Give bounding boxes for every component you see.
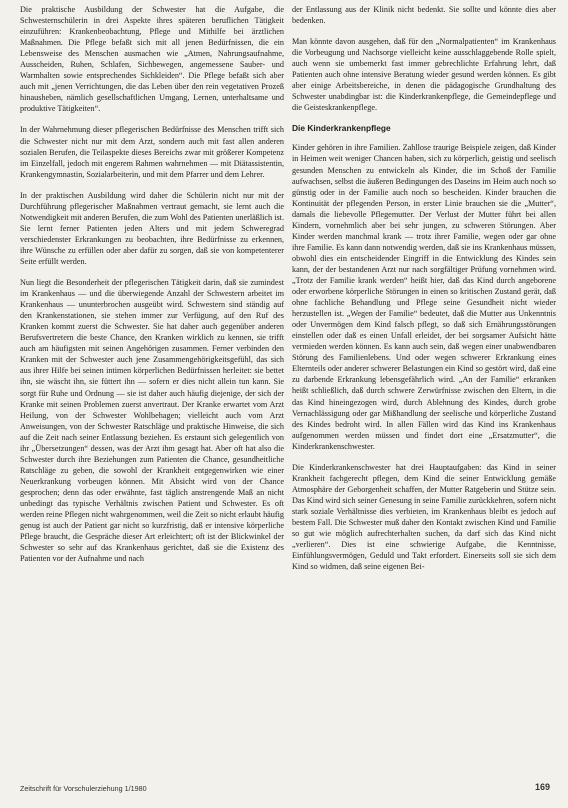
left-text-column [20,4,284,774]
page-footer [20,782,550,796]
paragraph-left-1: Die praktische Ausbildung der Schwester hat die Aufgabe, die Schwesternschülerin in drei Aspekte ihres späteren beruflichen Tätigkeit einzuführen: Krankenbeobachtung, Pflege und Mithilfe bei ärztlichen Maßnahmen. Die Pflege befaßt sich mit all jenen Bedürfnissen, die ein Lebensweise des Menschen ausmachen wie „Atmen, Nahrungsaufnahme, Ausscheiden, Ruhen, Schlafen, Sichbewegen, angemessene Sauber- und Warmhalten sowie entsprechendes Sichkleiden“. Die Pflege befaßt sich aber auch mit „jenen Verrichtungen, die das Leben über den rein vegetativen Prozeß hinausheben, nämlich gesellschaftlichen Umgang, Lernen, unterhaltsame und produktive Tätigkeiten“. [20,5,284,114]
paragraph-left-4: Nun liegt die Besonderheit der pflegerischen Tätigkeit darin, daß sie zumindest im Krankenhaus — und die überwiegende Anzahl der Schwestern arbeitet im Krankenhaus — ununterbrochen ausgeübt wird. Schwestern sind ständig auf den Krankenstationen, sie stehen immer zur Verfügung, auf den Ruf des Kranken kommt zuerst die Schwester. Sie hat daher auch gegenüber anderen Berufsvertretern die beste Chance, den Kranken wirklich zu kennen, sie trifft auch am häufigsten mit seinen Angehörigen zusammen. Ferner verbinden den Kranken mit der Schwester auch jene Zusammengehörigkeitsgefühl, das sich aus ihrer Hilfe bei seinen intimen körperlichen Bedürfnissen herleitet: sie bettet ihn, sie wäscht ihn, sie füttert ihn — sofern er dies nicht allein tun kann. Sie sorgt für Ruhe und Ordnung — sie ist daher auch häufig diejenige, der sich der Kranke mit seinen Problemen zuerst anvertraut. Der Kranke erwartet vom Arzt Heilung, von der Schwester Wohlbehagen; vielleicht auch vom Arzt Anweisungen, von der Schwester Ratschläge und praktische Hinweise, die sich auf die Zeit nach seiner Entlassung beziehen. Es erstaunt sich gelegentlich von ihr „Übersetzungen“ dessen, was der Arzt ihm gesagt hat. Aber oft hat also die Schwester durch ihre Beziehungen zum Patienten die Chance, gesundheitliche Ratschläge zu geben, die sowohl der Krankheit entgegenwirken wie einer Neuerkrankung vorbeugen können. Mit Absicht wird von der Chance gesprochen; denn das oder erwähnte, fast täglich anstrengende Maß an nicht unbedingt das typische Verhältnis zwischen Patient und Schwester. Es oft werden reine Pflegen nicht wahrgenommen, weil die Zeit so nicht erlaubt häufig genug ist auch der Patient gar nicht so kurzfristig, daß er intensive körperliche Pflege braucht, die Gespräche dieser Art erleichtert; oft ist der Blickwinkel der Schwester so sehr auf das Krankenhaus gerichtet, daß sie die Existenz des Patienten vor der Aufnahme und nach [20,278,284,564]
journal-source: Zeitschrift für Vorschulerziehung 1/1980 [20,784,147,793]
page-number: 169 [534,782,550,792]
paragraph-left-2: In der Wahrnehmung dieser pflegerischen Bedürfnisse des Menschen trifft sich die Schwester nicht nur mit dem Arzt, sondern auch mit fast allen anderen sozialen Berufen, die Teilaspekte dieses Bereichs zwar mit größerer Kompetenz im Einzelfall, jedoch mit engerem Rahmen wahrnehmen — mit Diätassistentin, Krankengymnastin, Sozialarbeiterin, und mit dem Pfarrer und dem Lehrer. [20,125,284,179]
right-text-column [292,4,556,774]
paragraph-right-2: Die Kinderkrankenschwester hat drei Hauptaufgaben: das Kind in seiner Krankheit fachgerecht pflegen, dem Kind die seiner Entwicklung gemäße Atmosphäre der Geborgenheit schaffen, der Mutter Ratgeberin und Stütze sein. Das Kind wird sich seiner Genesung in seine Familie zurückkehren, sofern nicht stark soziale Verhältnisse dies verbieten, im Krankenhaus bleibt es jedoch auf bestem Fall. Die Schwester muß daher den Kontakt zwischen Kind und Familie so gut wie möglich aufrechterhalten suchen, da darf sich das Kind nicht „verlieren“. Dies ist eine schwierige Aufgabe, die Kenntnisse, Einfühlungsvermögen, Geduld und Takt erfordert. Einerseits soll sie sich dem Kind so widmen, daß seine eigenen Bei- [292,462,556,572]
paragraph-right-intro-2: Man könnte davon ausgehen, daß für den „Normalpatienten“ im Krankenhaus die Vorbeugung und Nachsorge vielleicht keine ausschlaggebende Rolle spielt, auch wenn sie umbemerkt fast immer gebrechlichte Erfahrung lehrt, daß Patienten auch ohne intensive Beratung wieder gesund werden können. Es gibt aber einige Arbeitsbereiche, in denen die pädagogische Grundhaltung des Schwester unabdingbar ist: die Kinderkrankenpflege, die Gemeindepflege und die Geisteskrankenpflege. [292,37,556,113]
paragraph-left-3: In der praktischen Ausbildung wird daher die Schülerin nicht nur mit der Durchführung pflegerischer Maßnahmen vertraut gemacht, sie lernt auch die Notwendigkeit mit anderen Berufen, die zum Wohl des Patienten unerläßlich ist. Sie lernt ferner Patienten jeden Alters und mit jedem Schweregrad verschiedenster Erkrankungen zu beobachten, ihre Bedürfnisse zu erkennen, ihre Wünsche zu erfüllen oder aber dafür zu sorgen, daß sie von kompetenterer Seite erfüllt werden. [20,190,284,266]
section-heading: Die Kinderkrankenpflege [292,123,391,134]
paragraph-right-intro-1: der Entlassung aus der Klinik nicht bedenkt. Sie sollte und könnte dies aber bedenken. [292,5,556,26]
paragraph-right-1: Kinder gehören in ihre Familien. Zahllose traurige Beispiele zeigen, daß Kinder in Heimen weit weniger Chancen haben, sich zu körperlich, geistig und seelisch gesunden Menschen zu entwickeln als Kinder, die im Schoß der Familie aufwachsen, selbst die äußeren Bedingungen des Daseins im Heim auch noch so günstig oder in der Familie auch noch so bescheiden. Kinder brauchen die Kontinuität der pflegenden Person, in erster Linie brauchen sie die „Mutter“, damals die liebevolle Pflegemutter. Der Verlust der Mutter führt bei allen Kindern, vornehmlich aber bei sehr jungen, zu schweren Störungen. Aber Kinder werden manchmal krank — trotz ihrer Familie, wegen oder gar ohne ihre Familie. Es kann dann notwendig werden, daß sie ins Krankenhaus müssen, obwohl dies ein entscheidender Eingriff in die Entwicklung des Kindes sein kann, der der bestandenen Arzt nur nach sorgfältiger Prüfung vornehmen wird. „Trotz der Familie krank werden“ heißt hier, daß das Kind durch angeborene oder erworbene körperliche Störungen in einen so kritischen Zustand gerät, daß ohne fachliche Behandlung und Pflege seine Gesundheit nicht wieder herzustellen ist. „Wegen der Familie“ bedeutet, daß die Mutter aus Unkenntnis oder Unvermögen dem Kind falsch pflegt, so daß sich Ernährungsstörungen einstellen oder daß es einen Unfall erleidet, der bei sorgsamer Aufsicht hätte vermieden werden können. Es kann auch sein, daß wegen einer unabwendbaren Störung des Familienlebens. Und oder wegen schwerer Erkrankung eines Elternteils oder anderer schwerer Belastungen ein Kind so gestört wird, daß eine zu darbende Erkrankung lebensgefährlich wird. „An der Familie“ erkranken heißt schließlich, daß durch schwere Zerwürfnisse zwischen den Eltern, in die das Kind hineingezogen wird, durch Ablehnung des Kindes, durch grobe Vernachlässigung oder gar Mißhandlung der seelische und körperliche Zustand des Kindes bedroht wird. In allen Fällen wird das Kind ins Krankenhaus aufgenommen werden müssen und findet dort eine „Ersatzmutter“, die Kinderkrankenschwester. [292,143,556,451]
